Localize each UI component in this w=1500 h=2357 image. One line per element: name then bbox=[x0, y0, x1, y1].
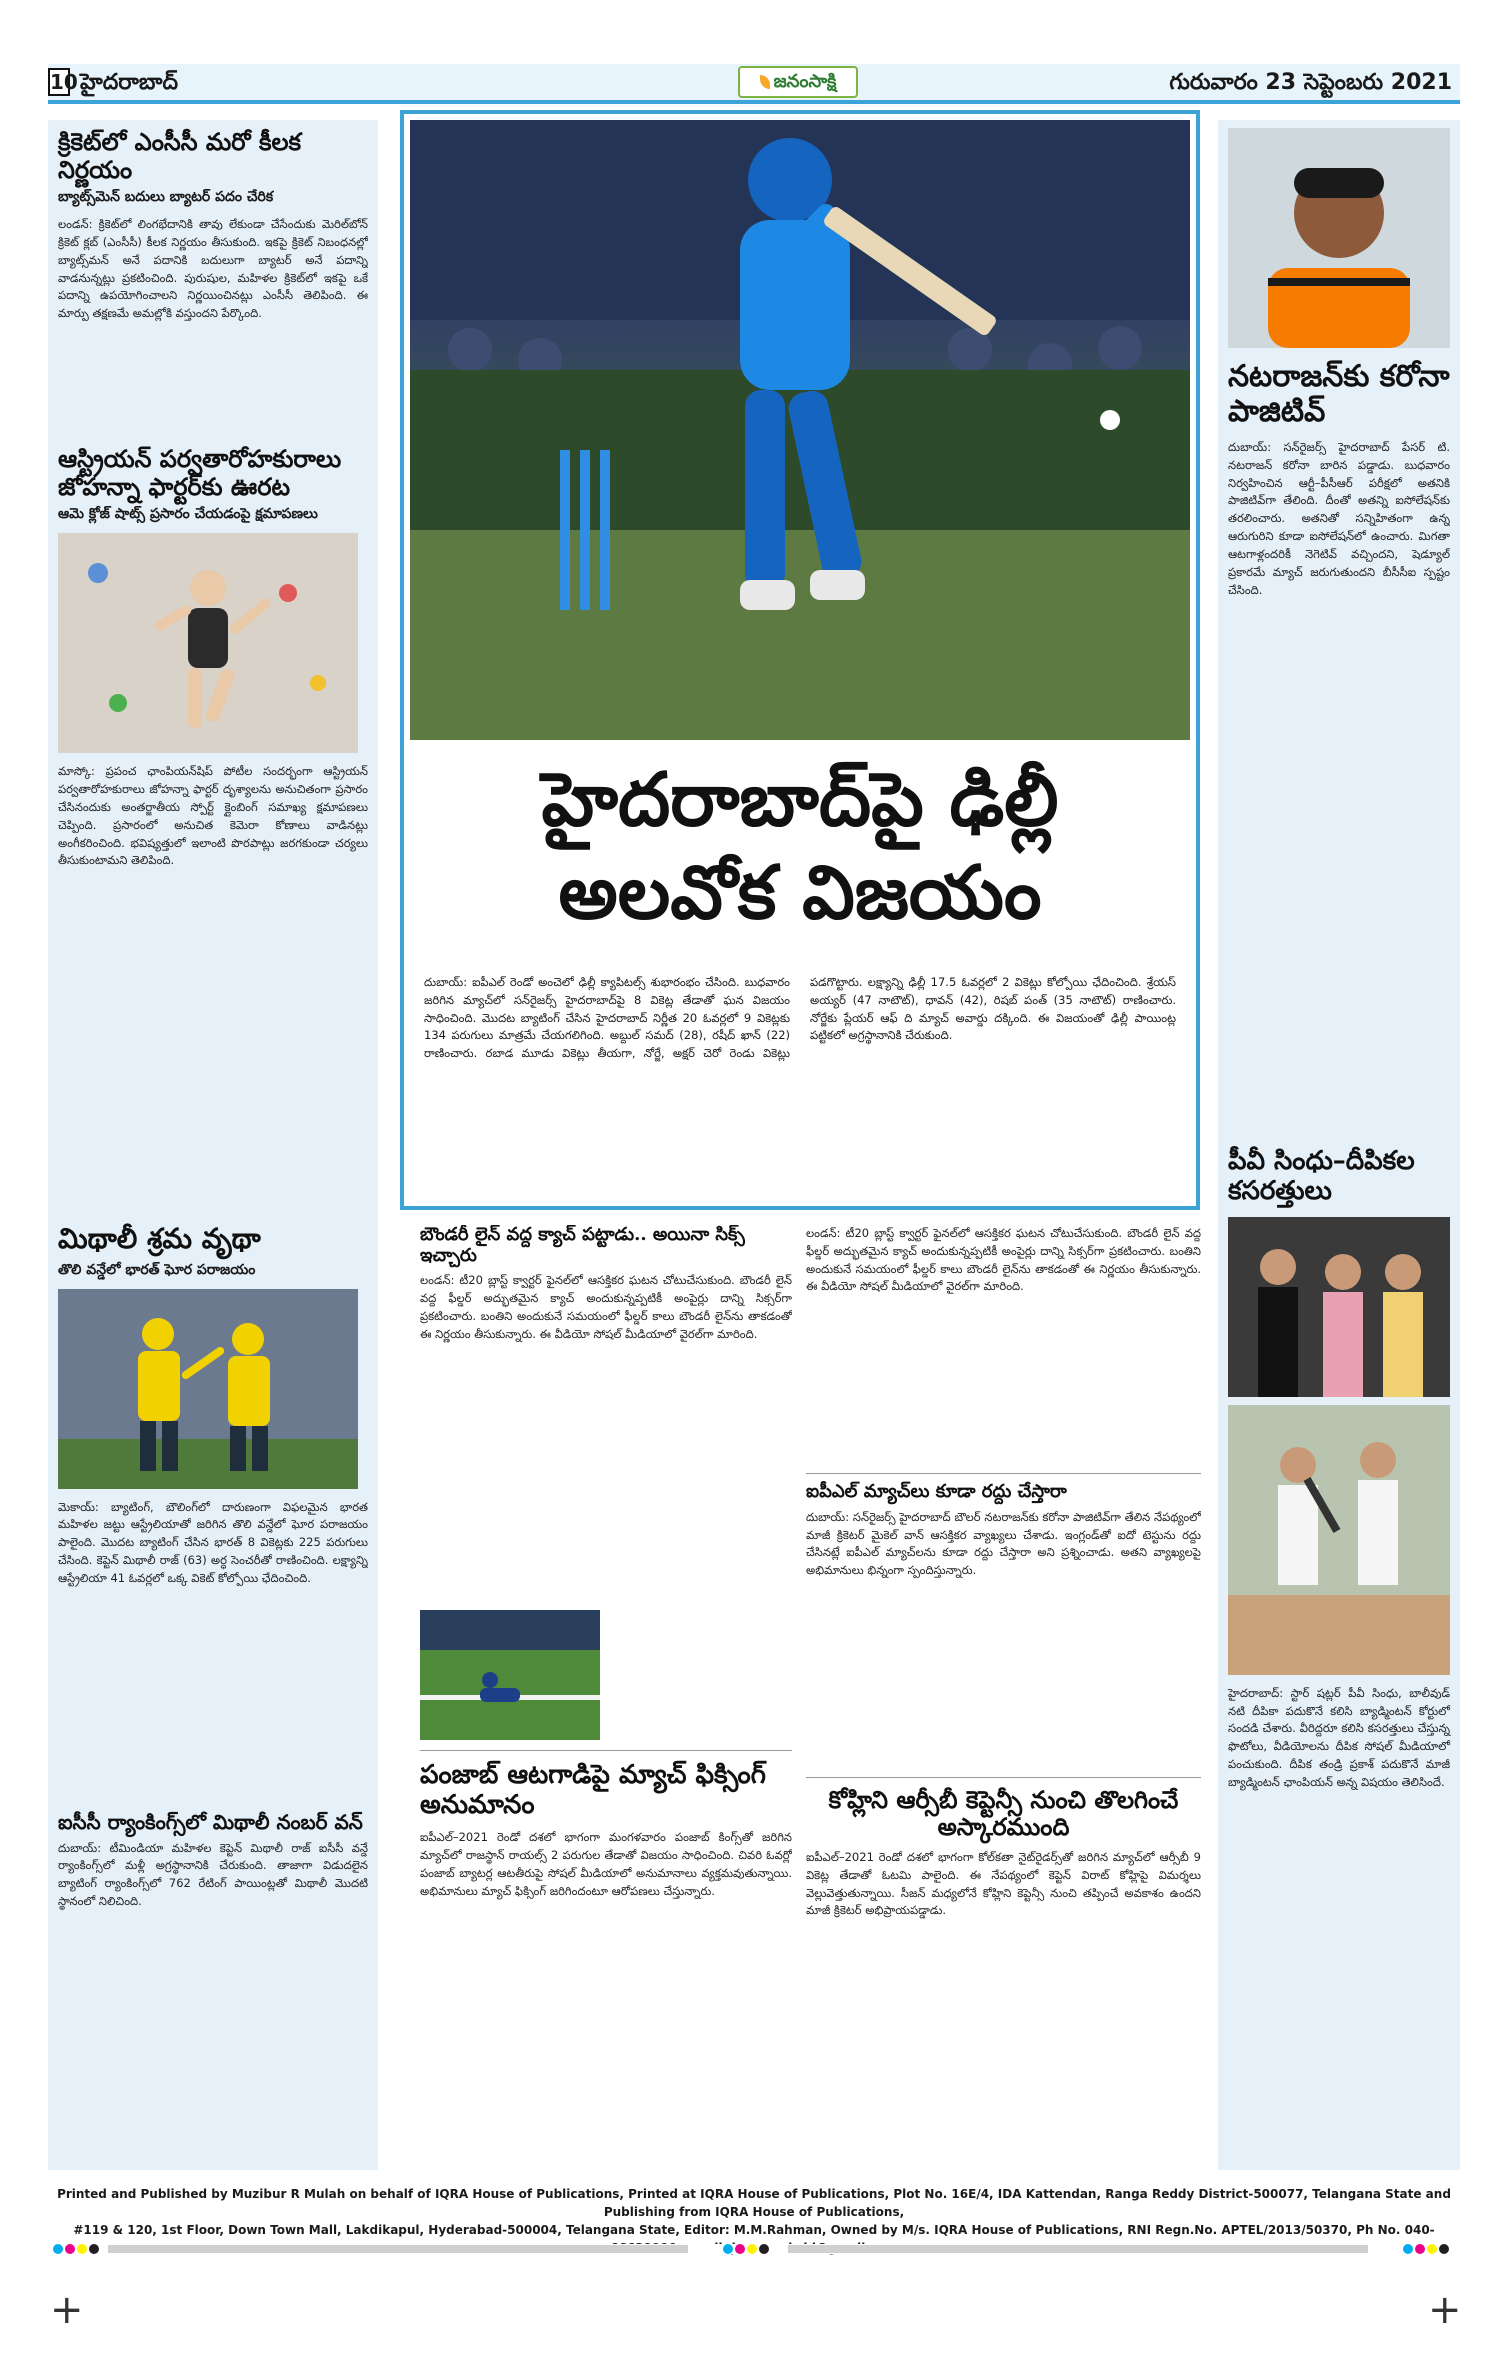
story-subhead: బ్యాట్స్‌మెన్‌ బదులు బ్యాటర్‌ పదం చేరిక bbox=[58, 189, 274, 206]
story-body: దుబాయ్‌: టీమిండియా మహిళల కెప్టెన్‌ మిథాలీ రాజ్‌ ఐసీసీ వన్డే ర్యాంకింగ్స్‌లో మళ్లీ అగ్రస్థానానికి చేరుకుంది. తాజాగా విడుదలైన బ్యాటింగ్‌ ర్యాంకింగ్స్‌లో 762 రేటింగ్‌ పాయింట్లతో మిథాలీ మొదటి స్థానంలో నిలిచింది. bbox=[58, 1840, 368, 1908]
lead-headline bbox=[404, 754, 1196, 939]
story-headline: ఐసీసీ ర్యాంకింగ్స్‌లో మిథాలీ నంబర్‌ వన్‌ bbox=[58, 1809, 363, 1834]
story-body: లండన్‌: క్రికెట్‌లో లింగభేదానికి తావు లేకుండా చేసేందుకు మెరిల్‌బోన్‌ క్రికెట్‌ క్లబ్‌ (ఎంసీసీ) కీలక నిర్ణయం తీసుకుంది. ఇకపై క్రికెట్‌ నిబంధనల్లో బ్యాట్స్‌మన్‌ అనే పదానికి బదులుగా బ్యాటర్‌ అనే పదాన్ని వాడనున్నట్లు ప్రకటించింది. పురుషుల, మహిళల క్రికెట్‌లో ఇకపై ఒకే పదాన్ని ఉపయోగించాలని నిర్ణయించినట్లు ఎంసీసీ తెలిపింది. ఈ మార్పు తక్షణమే అమల్లోకి వస్తుందని పేర్కొంది. bbox=[58, 217, 368, 321]
dateline: గురువారం 23 సెప్టెంబరు 2021 bbox=[1169, 70, 1452, 95]
story-headline: పీవీ సింధు–దీపికల కసరత్తులు bbox=[1228, 1146, 1415, 1206]
registration-mark-left: + bbox=[50, 2287, 84, 2333]
story-body: హైదరాబాద్‌: స్టార్‌ షట్లర్‌ పీవీ సింధు, బాలీవుడ్‌ నటి దీపికా పదుకొనే కలిసి బ్యాడ్మింటన్‌ కోర్టులో సందడి చేశారు. వీరిద్దరూ కలిసి కసరత్తులు చేస్తున్న ఫొటోలు, వీడియోలను దీపిక సోషల్‌ మీడియాలో పంచుకుంది. దీపిక తండ్రి ప్రకాశ్‌ పదుకొనే మాజీ బ్యాడ్మింటన్‌ ఛాంపియన్‌ అన్న విషయం తెలిసిందే. bbox=[1228, 1685, 1450, 1789]
story-body: లండన్‌: టీ20 బ్లాస్ట్‌ క్వార్టర్‌ ఫైనల్‌లో ఆసక్తికర ఘటన చోటుచేసుకుంది. బౌండరీ లైన్‌ వద్ద ఫీల్డర్‌ అద్భుతమైన క్యాచ్‌ అందుకున్నప్పటికీ అంపైర్లు దాన్ని సిక్సర్‌గా ప్రకటించారు. బంతిని అందుకునే సమయంలో ఫీల్డర్‌ కాలు బౌండరీ లైన్‌ను తాకడంతో ఈ నిర్ణయం తీసుకున్నారు. ఈ వీడియో సోషల్‌ మీడియాలో వైరల్‌గా మారింది. bbox=[806, 1226, 1201, 1294]
story-body: ఐపీఎల్‌–2021 రెండో దశలో భాగంగా కోల్‌కతా నైట్‌రైడర్స్‌తో జరిగిన మ్యాచ్‌లో ఆర్సీబీ 9 వికెట్ల తేడాతో ఓటమి పాలైంది. ఈ నేపథ్యంలో కెప్టెన్‌ విరాట్‌ కోహ్లిపై విమర్శలు వెల్లువెత్తుతున్నాయి. సీజన్‌ మధ్యలోనే కోహ్లిని కెప్టెన్సీ నుంచి తప్పించే అవకాశం ఉందని మాజీ క్రికెటర్‌ అభిప్రాయపడ్డాడు. bbox=[806, 1849, 1201, 1918]
climber-photo bbox=[58, 533, 358, 753]
story-headline: ఐపీఎల్‌ మ్యాచ్‌లు కూడా రద్దు చేస్తారా bbox=[806, 1481, 1067, 1502]
story-body: దుబాయ్‌: సన్‌రైజర్స్‌ హైదరాబాద్‌ బౌలర్‌ నటరాజన్‌కు కరోనా పాజిటివ్‌గా తేలిన నేపథ్యంలో మాజీ క్రికెటర్‌ మైకెల్‌ వాన్‌ ఆసక్తికర వ్యాఖ్యలు చేశాడు. ఇంగ్లండ్‌తో ఐదో టెస్టును రద్దు చేసినట్లే ఐపీఎల్‌ మ్యాచ్‌లను కూడా రద్దు చేస్తారా అని ప్రశ్నించాడు. అతని వ్యాఖ్యలపై అభిమానులు భిన్నంగా స్పందిస్తున్నారు. bbox=[806, 1509, 1201, 1578]
duo-figure-1 bbox=[1228, 1217, 1450, 1397]
registration-mark-right: + bbox=[1428, 2287, 1462, 2333]
climber-figure bbox=[58, 533, 358, 753]
sindhu-deepika-photo-1 bbox=[1228, 1217, 1450, 1397]
story-body: దుబాయ్‌: సన్‌రైజర్స్‌ హైదరాబాద్‌ పేసర్‌ టి. నటరాజన్‌ కరోనా బారిన పడ్డాడు. బుధవారం నిర్వహించిన ఆర్టీ–పీసీఆర్‌ పరీక్షలో అతనికి పాజిటివ్‌గా తేలింది. దీంతో అతన్ని ఐసోలేషన్‌కు తరలించారు. అతనితో సన్నిహితంగా ఉన్న ఆరుగురిని కూడా ఐసోలేషన్‌లో ఉంచారు. మిగతా ఆటగాళ్లందరికీ నెగెటివ్‌ వచ్చిందని, షెడ్యూల్‌ ప్రకారమే మ్యాచ్‌ జరుగుతుందని బీసీసీఐ స్పష్టం చేసింది. bbox=[1228, 440, 1450, 597]
logo-text: జనంసాక్షి bbox=[773, 71, 837, 92]
story-headline: పంజాబ్‌ ఆటగాడిపై మ్యాచ్‌ ఫిక్సింగ్‌ అనుమానం bbox=[420, 1760, 766, 1821]
natarajan-figure bbox=[1228, 128, 1450, 348]
story-headline: కోహ్లిని ఆర్సీబీ కెప్టెన్సీ నుంచి తొలగించే అస్కారముంది bbox=[828, 1784, 1179, 1842]
story-headline: ఆస్ట్రియన్‌ పర్వతారోహకురాలు జోహన్నా ఫార్టర్‌కు ఊరట bbox=[58, 444, 342, 501]
story-headline: నటరాజన్‌కు కరోనా పాజిటివ్‌ bbox=[1228, 359, 1450, 429]
left-column bbox=[48, 120, 378, 2170]
middle-left-column bbox=[420, 1225, 792, 2175]
story-body: ఐపీఎల్‌–2021 రెండో దశలో భాగంగా మంగళవారం పంజాబ్‌ కింగ్స్‌తో జరిగిన మ్యాచ్‌లో రాజస్థాన్‌ రాయల్స్‌ 2 పరుగుల తేడాతో విజయం సాధించింది. చివరి ఓవర్లో పంజాబ్‌ బ్యాటర్ల ఆటతీరుపై సోషల్‌ మీడియాలో అనుమానాలు వ్యక్తమవుతున్నాయి. అభిమానులు మ్యాచ్‌ ఫిక్సింగ్‌ జరిగిందంటూ ఆరోపణలు చేస్తున్నారు. bbox=[420, 1830, 792, 1898]
story-body: మాస్కో: ప్రపంచ ఛాంపియన్‌షిప్‌ పోటీల సందర్భంగా ఆస్ట్రియన్‌ పర్వతారోహకురాలు జోహన్నా ఫార్టర్‌ దృశ్యాలను అనుచితంగా ప్రసారం చేసినందుకు అంతర్జాతీయ స్పోర్ట్‌ క్లైంబింగ్‌ సమాఖ్య క్షమాపణలు చెప్పింది. ప్రసారంలో అనుచిత కెమెరా కోణాలు వాడినట్లు అంగీకరించింది. భవిష్యత్తులో ఇలాంటి పొరపాట్లు జరగకుండా చర్యలు తీసుకుంటామని తెలిపింది. bbox=[58, 764, 368, 868]
fielder-photo bbox=[420, 1610, 600, 1740]
imprint-line1: Printed and Published by Muzibur R Mulah on behalf of IQRA House of Publications, Printed at IQRA House of Publications, Plot No. 16E/4, IDA Kattendan, Ranga Reddy District-500077, Telangana State and Publishing from IQRA House of Publications, bbox=[57, 2187, 1451, 2219]
lead-body: దుబాయ్‌: ఐపీఎల్‌ రెండో అంచెలో ఢిల్లీ క్యాపిటల్స్‌ శుభారంభం చేసింది. బుధవారం జరిగిన మ్యాచ్‌లో సన్‌రైజర్స్‌ హైదరాబాద్‌పై 8 వికెట్ల తేడాతో ఘన విజయం సాధించింది. మొదట బ్యాటింగ్‌ చేసిన హైదరాబాద్‌ నిర్ణీత 20 ఓవర్లలో 9 వికెట్లకు 134 పరుగులు మాత్రమే చేయగలిగింది. అబ్దుల్‌ సమద్‌ (28), రషీద్‌ ఖాన్‌ (22) రాణించారు. రబాడ మూడు వికెట్లు తీయగా, నోర్జే, అక్షర్‌ చెరో రెండు వికెట్లు పడగొట్టారు. లక్ష్యాన్ని ఢిల్లీ 17.5 ఓవర్లలో 2 వికెట్లు కోల్పోయి ఛేదించింది. శ్రేయస్‌ అయ్యర్‌ (47 నాటౌట్‌), ధావన్‌ (42), రిషబ్‌ పంత్‌ (35 నాటౌట్‌) రాణించారు. నోర్జేకు ప్లేయర్‌ ఆఫ్‌ ది మ్యాచ్‌ అవార్డు దక్కింది. ఈ విజయంతో ఢిల్లీ పాయింట్ల పట్టికలో అగ్రస్థానానికి చేరుకుంది. bbox=[424, 975, 1176, 1061]
story-headline: మిథాలీ శ్రమ వృథా bbox=[58, 1222, 261, 1256]
right-column bbox=[1218, 120, 1460, 2170]
lead-headline-line2: అలవోక విజయం bbox=[558, 849, 1042, 936]
fielder-figure bbox=[420, 1610, 600, 1740]
print-color-bar bbox=[48, 2242, 1460, 2256]
story-headline: క్రికెట్‌లో ఎంసీసీ మరో కీలక నిర్ణయం bbox=[58, 127, 302, 184]
story-body: మెకాయ్‌: బ్యాటింగ్‌, బౌలింగ్‌లో దారుణంగా విఫలమైన భారత మహిళల జట్టు ఆస్ట్రేలియాతో జరిగిన తొలి వన్డేలో ఘోర పరాజయం పాలైంది. మొదట బ్యాటింగ్‌ చేసిన భారత్‌ 8 వికెట్లకు 225 పరుగులు చేసింది. కెప్టెన్‌ మిథాలీ రాజ్‌ (63) అర్ధ సెంచరీతో రాణించింది. లక్ష్యాన్ని ఆస్ట్రేలియా 41 ఓవర్లలో ఒక్క వికెట్‌ కోల్పోయి ఛేదించింది. bbox=[58, 1499, 368, 1585]
newspaper-logo bbox=[738, 66, 858, 98]
middle-right-column bbox=[806, 1225, 1201, 2175]
batsman-photo bbox=[410, 120, 1190, 740]
cricketers-figure bbox=[58, 1289, 358, 1489]
duo-figure-2 bbox=[1228, 1405, 1450, 1675]
story-subhead: ఆమె క్లోజ్‌ షాట్స్‌ ప్రసారం చేయడంపై క్షమాపణలు bbox=[58, 506, 318, 523]
masthead bbox=[48, 64, 1460, 104]
leaf-icon bbox=[760, 75, 770, 89]
sindhu-deepika-photo-2 bbox=[1228, 1405, 1450, 1675]
story-subhead: తొలి వన్డేలో భారత్‌ ఘోర పరాజయం bbox=[58, 1261, 256, 1278]
imprint-footer bbox=[48, 2185, 1460, 2237]
edition-city: హైదరాబాద్ bbox=[80, 70, 178, 95]
page-number: 10 bbox=[50, 70, 78, 94]
story-headline: బౌండరీ లైన్‌ వద్ద క్యాచ్‌ పట్టాడు.. అయినా సిక్స్‌ ఇచ్చారు bbox=[420, 1225, 745, 1266]
cricketers-photo bbox=[58, 1289, 358, 1489]
natarajan-photo bbox=[1228, 128, 1450, 348]
batsman-figure bbox=[410, 120, 1190, 740]
imprint-line2: #119 & 120, 1st Floor, Down Town Mall, Lakdikapul, Hyderabad-500004, Telangana State, Editor: M.M.Rahman, Owned by M/s. IQRA House of Publications, RNI Regn.No. APTEL/2013/50370, Ph No. 040- bbox=[73, 2223, 1435, 2237]
lead-headline-line1: హైదరాబాద్‌పై ఢిల్లీ bbox=[541, 757, 1059, 843]
lead-story bbox=[400, 110, 1200, 1210]
story-body: లండన్‌: టీ20 బ్లాస్ట్‌ క్వార్టర్‌ ఫైనల్‌లో ఆసక్తికర ఘటన చోటుచేసుకుంది. బౌండరీ లైన్‌ వద్ద ఫీల్డర్‌ అద్భుతమైన క్యాచ్‌ అందుకున్నప్పటికీ అంపైర్లు దాన్ని సిక్సర్‌గా ప్రకటించారు. బంతిని అందుకునే సమయంలో ఫీల్డర్‌ కాలు బౌండరీ లైన్‌ను తాకడంతో ఈ నిర్ణయం తీసుకున్నారు. ఈ వీడియో సోషల్‌ మీడియాలో వైరల్‌గా మారింది. bbox=[420, 1273, 792, 1341]
